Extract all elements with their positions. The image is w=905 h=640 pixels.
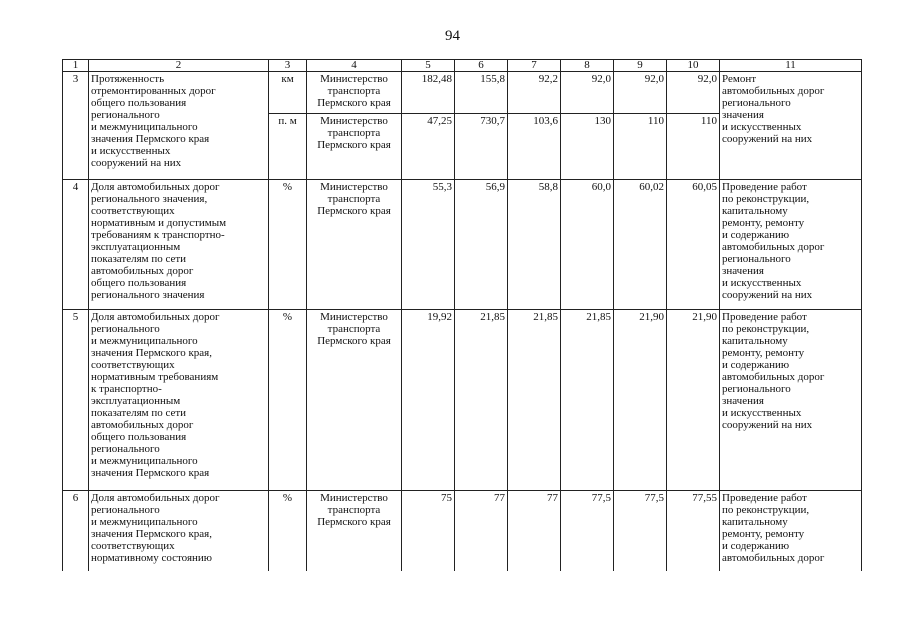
value-col6: 21,85	[455, 310, 508, 491]
value-col9: 77,5	[614, 491, 667, 571]
value-col9: 92,0	[614, 72, 667, 114]
value-col8: 21,85	[561, 310, 614, 491]
column-header: 2	[89, 60, 269, 72]
value-col6: 56,9	[455, 180, 508, 310]
unit-cell: %	[269, 491, 307, 571]
row-number: 6	[63, 491, 89, 571]
unit-cell: %	[269, 180, 307, 310]
unit-cell: %	[269, 310, 307, 491]
organization-cell: Министерство транспорта Пермского края	[307, 72, 402, 114]
value-col5: 19,92	[402, 310, 455, 491]
column-header: 6	[455, 60, 508, 72]
column-header: 3	[269, 60, 307, 72]
value-col7: 21,85	[508, 310, 561, 491]
event-cell: Проведение работ по реконструкции, капитальному ремонту, ремонту и содержанию автомобильных дорог регионального значения и искусственных сооружений на них	[720, 180, 862, 310]
value-col10: 60,05	[667, 180, 720, 310]
value-col7: 77	[508, 491, 561, 571]
value-col10: 21,90	[667, 310, 720, 491]
column-header: 5	[402, 60, 455, 72]
event-cell: Ремонт автомобильных дорог регионального значения и искусственных сооружений на них	[720, 72, 862, 180]
row-number: 4	[63, 180, 89, 310]
column-header: 8	[561, 60, 614, 72]
value-col7: 58,8	[508, 180, 561, 310]
indicator-cell: Доля автомобильных дорог регионального и межмуниципального значения Пермского края, соответствующих нормативному состоянию	[89, 491, 269, 571]
indicator-cell: Доля автомобильных дорог регионального значения, соответствующих нормативным и допустимым требованиям к транспортно- эксплуатационным показателям по сети автомобильных дорог общего пользования регионального значения	[89, 180, 269, 310]
column-header: 11	[720, 60, 862, 72]
event-cell: Проведение работ по реконструкции, капитальному ремонту, ремонту и содержанию автомобильных дорог	[720, 491, 862, 571]
value-col5: 182,48	[402, 72, 455, 114]
value-col8: 130	[561, 114, 614, 180]
page-number: 94	[445, 28, 460, 44]
organization-cell: Министерство транспорта Пермского края	[307, 310, 402, 491]
column-header: 9	[614, 60, 667, 72]
indicator-cell: Доля автомобильных дорог регионального и межмуниципального значения Пермского края, соответствующих нормативным требованиям к транспортно- эксплуатационным показателям по сети автомобильных дорог общего пользования регионального и межмуниципального значения Пермского края	[89, 310, 269, 491]
table-row	[63, 72, 862, 114]
organization-cell: Министерство транспорта Пермского края	[307, 491, 402, 571]
value-col10: 77,55	[667, 491, 720, 571]
column-header: 1	[63, 60, 89, 72]
row-number: 3	[63, 72, 89, 180]
indicators-table	[62, 59, 862, 571]
value-col5: 47,25	[402, 114, 455, 180]
column-header: 10	[667, 60, 720, 72]
value-col8: 60,0	[561, 180, 614, 310]
unit-cell: км	[269, 72, 307, 114]
value-col5: 55,3	[402, 180, 455, 310]
value-col7: 103,6	[508, 114, 561, 180]
value-col10: 92,0	[667, 72, 720, 114]
value-col6: 77	[455, 491, 508, 571]
value-col9: 60,02	[614, 180, 667, 310]
value-col8: 77,5	[561, 491, 614, 571]
value-col7: 92,2	[508, 72, 561, 114]
value-col6: 155,8	[455, 72, 508, 114]
value-col10: 110	[667, 114, 720, 180]
table-row	[63, 180, 862, 310]
column-header: 7	[508, 60, 561, 72]
value-col8: 92,0	[561, 72, 614, 114]
event-cell: Проведение работ по реконструкции, капитальному ремонту, ремонту и содержанию автомобильных дорог регионального значения и искусственных сооружений на них	[720, 310, 862, 491]
organization-cell: Министерство транспорта Пермского края	[307, 114, 402, 180]
value-col5: 75	[402, 491, 455, 571]
column-number-row	[63, 60, 862, 72]
indicator-cell: Протяженность отремонтированных дорог общего пользования регионального и межмуниципального значения Пермского края и искусственных сооружений на них	[89, 72, 269, 180]
unit-cell: п. м	[269, 114, 307, 180]
table-row	[63, 491, 862, 571]
value-col9: 110	[614, 114, 667, 180]
value-col9: 21,90	[614, 310, 667, 491]
column-header: 4	[307, 60, 402, 72]
row-number: 5	[63, 310, 89, 491]
organization-cell: Министерство транспорта Пермского края	[307, 180, 402, 310]
table-row	[63, 310, 862, 491]
value-col6: 730,7	[455, 114, 508, 180]
